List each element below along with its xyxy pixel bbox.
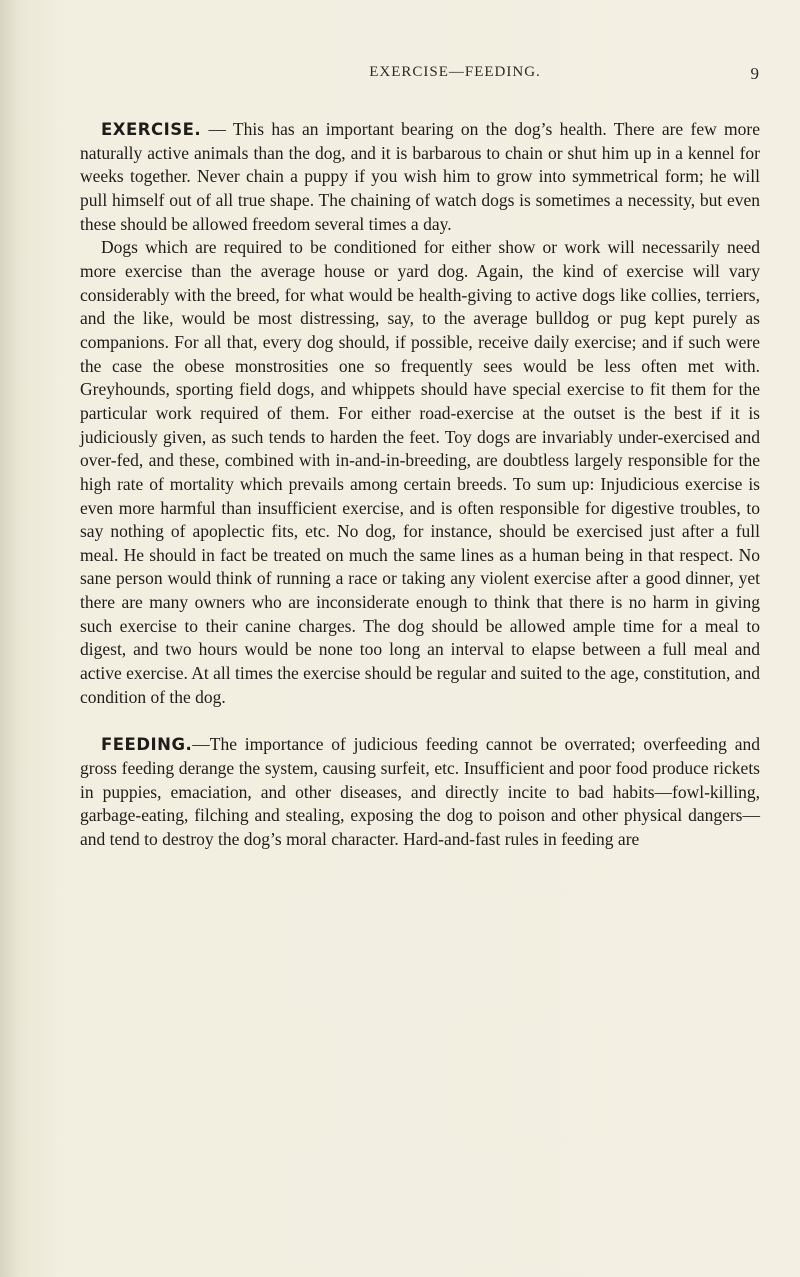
- exercise-lead-text: — This has an important bearing on the dog’s health. There are few more naturally active animals than the dog, and it is barbarous to chain or shut him up in a kennel for weeks together. Never chain a puppy if you wish him to grow into symmetrical form; he will pull himself out of all true shape. The chaining of watch dogs is sometimes a necessity, but even these should be allowed freedom several times a day.: [80, 119, 760, 234]
- running-head: [80, 64, 760, 88]
- exercise-heading: EXERCISE.: [101, 120, 202, 139]
- gutter-shadow: [0, 0, 18, 1277]
- exercise-paragraph-1: [80, 118, 760, 236]
- exercise-paragraph-2: Dogs which are required to be conditioned for either show or work will necessarily need more exercise than the average house or yard dog. Again, the kind of exercise will vary considerably with the breed, for what would be health-giving to active dogs like collies, terriers, and the like, would be most distressing, say, to the average bulldog or pug kept purely as companions. For all that, every dog should, if possible, receive daily exercise; and if such were the case the obese monstrosities one so frequently sees would be less often met with. Greyhounds, sporting field dogs, and whippets should have special exercise to fit them for the particular work required of them. For either road-exercise at the outset is the best if it is judiciously given, as such tends to harden the feet. Toy dogs are invariably under-exercised and over-fed, and these, combined with in-and-in-breeding, are doubtless largely responsible for the high rate of mortality which prevails among certain breeds. To sum up: Injudicious exercise is even more harmful than insufficient exercise, and is often responsible for digestive troubles, to say nothing of apoplectic fits, etc. No dog, for instance, should be exercised just after a full meal. He should in fact be treated on much the same lines as a human being in that respect. No sane person would think of running a race or taking any violent exercise after a good dinner, yet there are many owners who are inconsiderate enough to think that there is no harm in giving such exercise to their canine charges. The dog should be allowed ample time for a meal to digest, and two hours would be none too long an interval to elapse between a full meal and active exercise. At all times the exercise should be regular and suited to the age, constitution, and condition of the dog.: [80, 237, 760, 707]
- feeding-paragraph-1: [80, 733, 760, 851]
- page-number: 9: [750, 64, 760, 83]
- running-title: EXERCISE—FEEDING.: [369, 64, 541, 80]
- feeding-heading: FEEDING.: [101, 735, 193, 755]
- feeding-lead-text: —The importance of judicious feeding cannot be overrated; overfeeding and gross feeding derange the system, causing surfeit, etc. Insufficient and poor food produce rickets in puppies, emaciation, and other diseases, and directly incite to bad habits—fowl-killing, garbage-eating, filching and stealing, exposing the dog to poison and other physical dangers—and tend to destroy the dog’s moral character. Hard-and-fast rules in feeding are: [80, 734, 760, 850]
- body-text: [80, 118, 760, 852]
